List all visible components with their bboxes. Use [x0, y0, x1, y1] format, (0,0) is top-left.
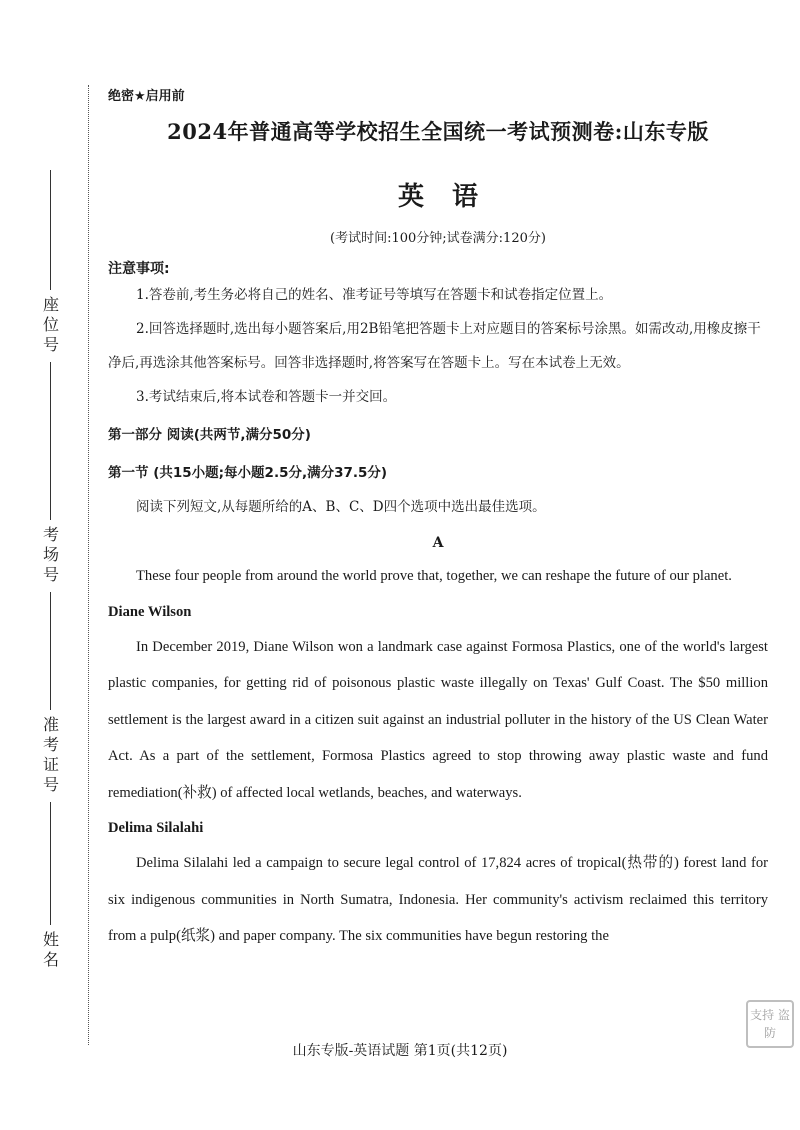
confidential-mark: 绝密★启用前	[108, 89, 185, 104]
name-label: 姓名	[40, 931, 60, 971]
notice-heading: 注意事项:	[108, 261, 170, 277]
name-field	[30, 900, 70, 977]
notice-item: 1.答卷前,考生务必将自己的姓名、准考证号等填写在答题卡和试卷指定位置上。	[136, 287, 613, 303]
exam-title: 2024年普通高等学校招生全国统一考试预测卷:山东专版	[167, 119, 709, 144]
section-title: 第一节 (共15小题;每小题2.5分,满分37.5分)	[108, 465, 388, 481]
person-paragraph: Delima Silalahi led a campaign to secure legal control of 17,824 acres of tropical(热带的) forest land for six indigenous communities in North Sumatra, Indonesia. Her community's activism reclaimed this territory from a pulp(纸浆) and paper company. The six communities have begun restoring the	[108, 855, 768, 944]
passage-label: A	[432, 535, 444, 551]
person-heading: Diane Wilson	[108, 603, 192, 620]
binding-margin	[0, 0, 90, 1130]
watermark-stamp: 支持 盗防	[746, 1000, 794, 1048]
exam-room-field	[30, 460, 70, 702]
admission-number-label: 准考证号	[40, 716, 60, 796]
person-heading: Delima Silalahi	[108, 820, 204, 836]
person-paragraph: In December 2019, Diane Wilson won a landmark case against Formosa Plastics, one of the world's largest plastic companies, for getting rid of poisonous plastic waste illegally on Texas' Gulf Coast. The $50 million settlement is the largest award in a citizen suit against an industrial polluter in the history of the US Clean Water Act. As a part of the settlement, Formosa Plastics agreed to stop throwing away plastic waste and fund remediation(补救) of affected local wetlands, beaches, and waterways.	[108, 638, 768, 801]
exam-duration: (考试时间:100分钟;试卷满分:120分)	[330, 231, 546, 246]
passage-intro: These four people from around the world prove that, together, we can reshape the future of our planet.	[136, 568, 732, 584]
subject-title: 英语	[397, 182, 506, 212]
notice-item: 3.考试结束后,将本试卷和答题卡一并交回。	[136, 389, 397, 405]
exam-page	[108, 85, 768, 955]
page-footer: 山东专版-英语试题 第1页(共12页)	[292, 1043, 508, 1059]
binding-dotted-line	[88, 85, 89, 1045]
seat-number-field	[30, 170, 70, 472]
seat-number-label: 座位号	[40, 296, 60, 356]
section-instruction: 阅读下列短文,从每题所给的A、B、C、D四个选项中选出最佳选项。	[136, 499, 546, 515]
notice-item: 2.回答选择题时,选出每小题答案后,用2B铅笔把答题卡上对应题目的答案标号涂黑。如需改动,用橡皮擦干净后,再选涂其他答案标号。回答非选择题时,将答案写在答题卡上。写在本试卷上无效。	[108, 321, 761, 371]
exam-room-label: 考场号	[40, 526, 60, 586]
part-title: 第一部分 阅读(共两节,满分50分)	[108, 427, 311, 443]
admission-number-field	[30, 680, 70, 912]
